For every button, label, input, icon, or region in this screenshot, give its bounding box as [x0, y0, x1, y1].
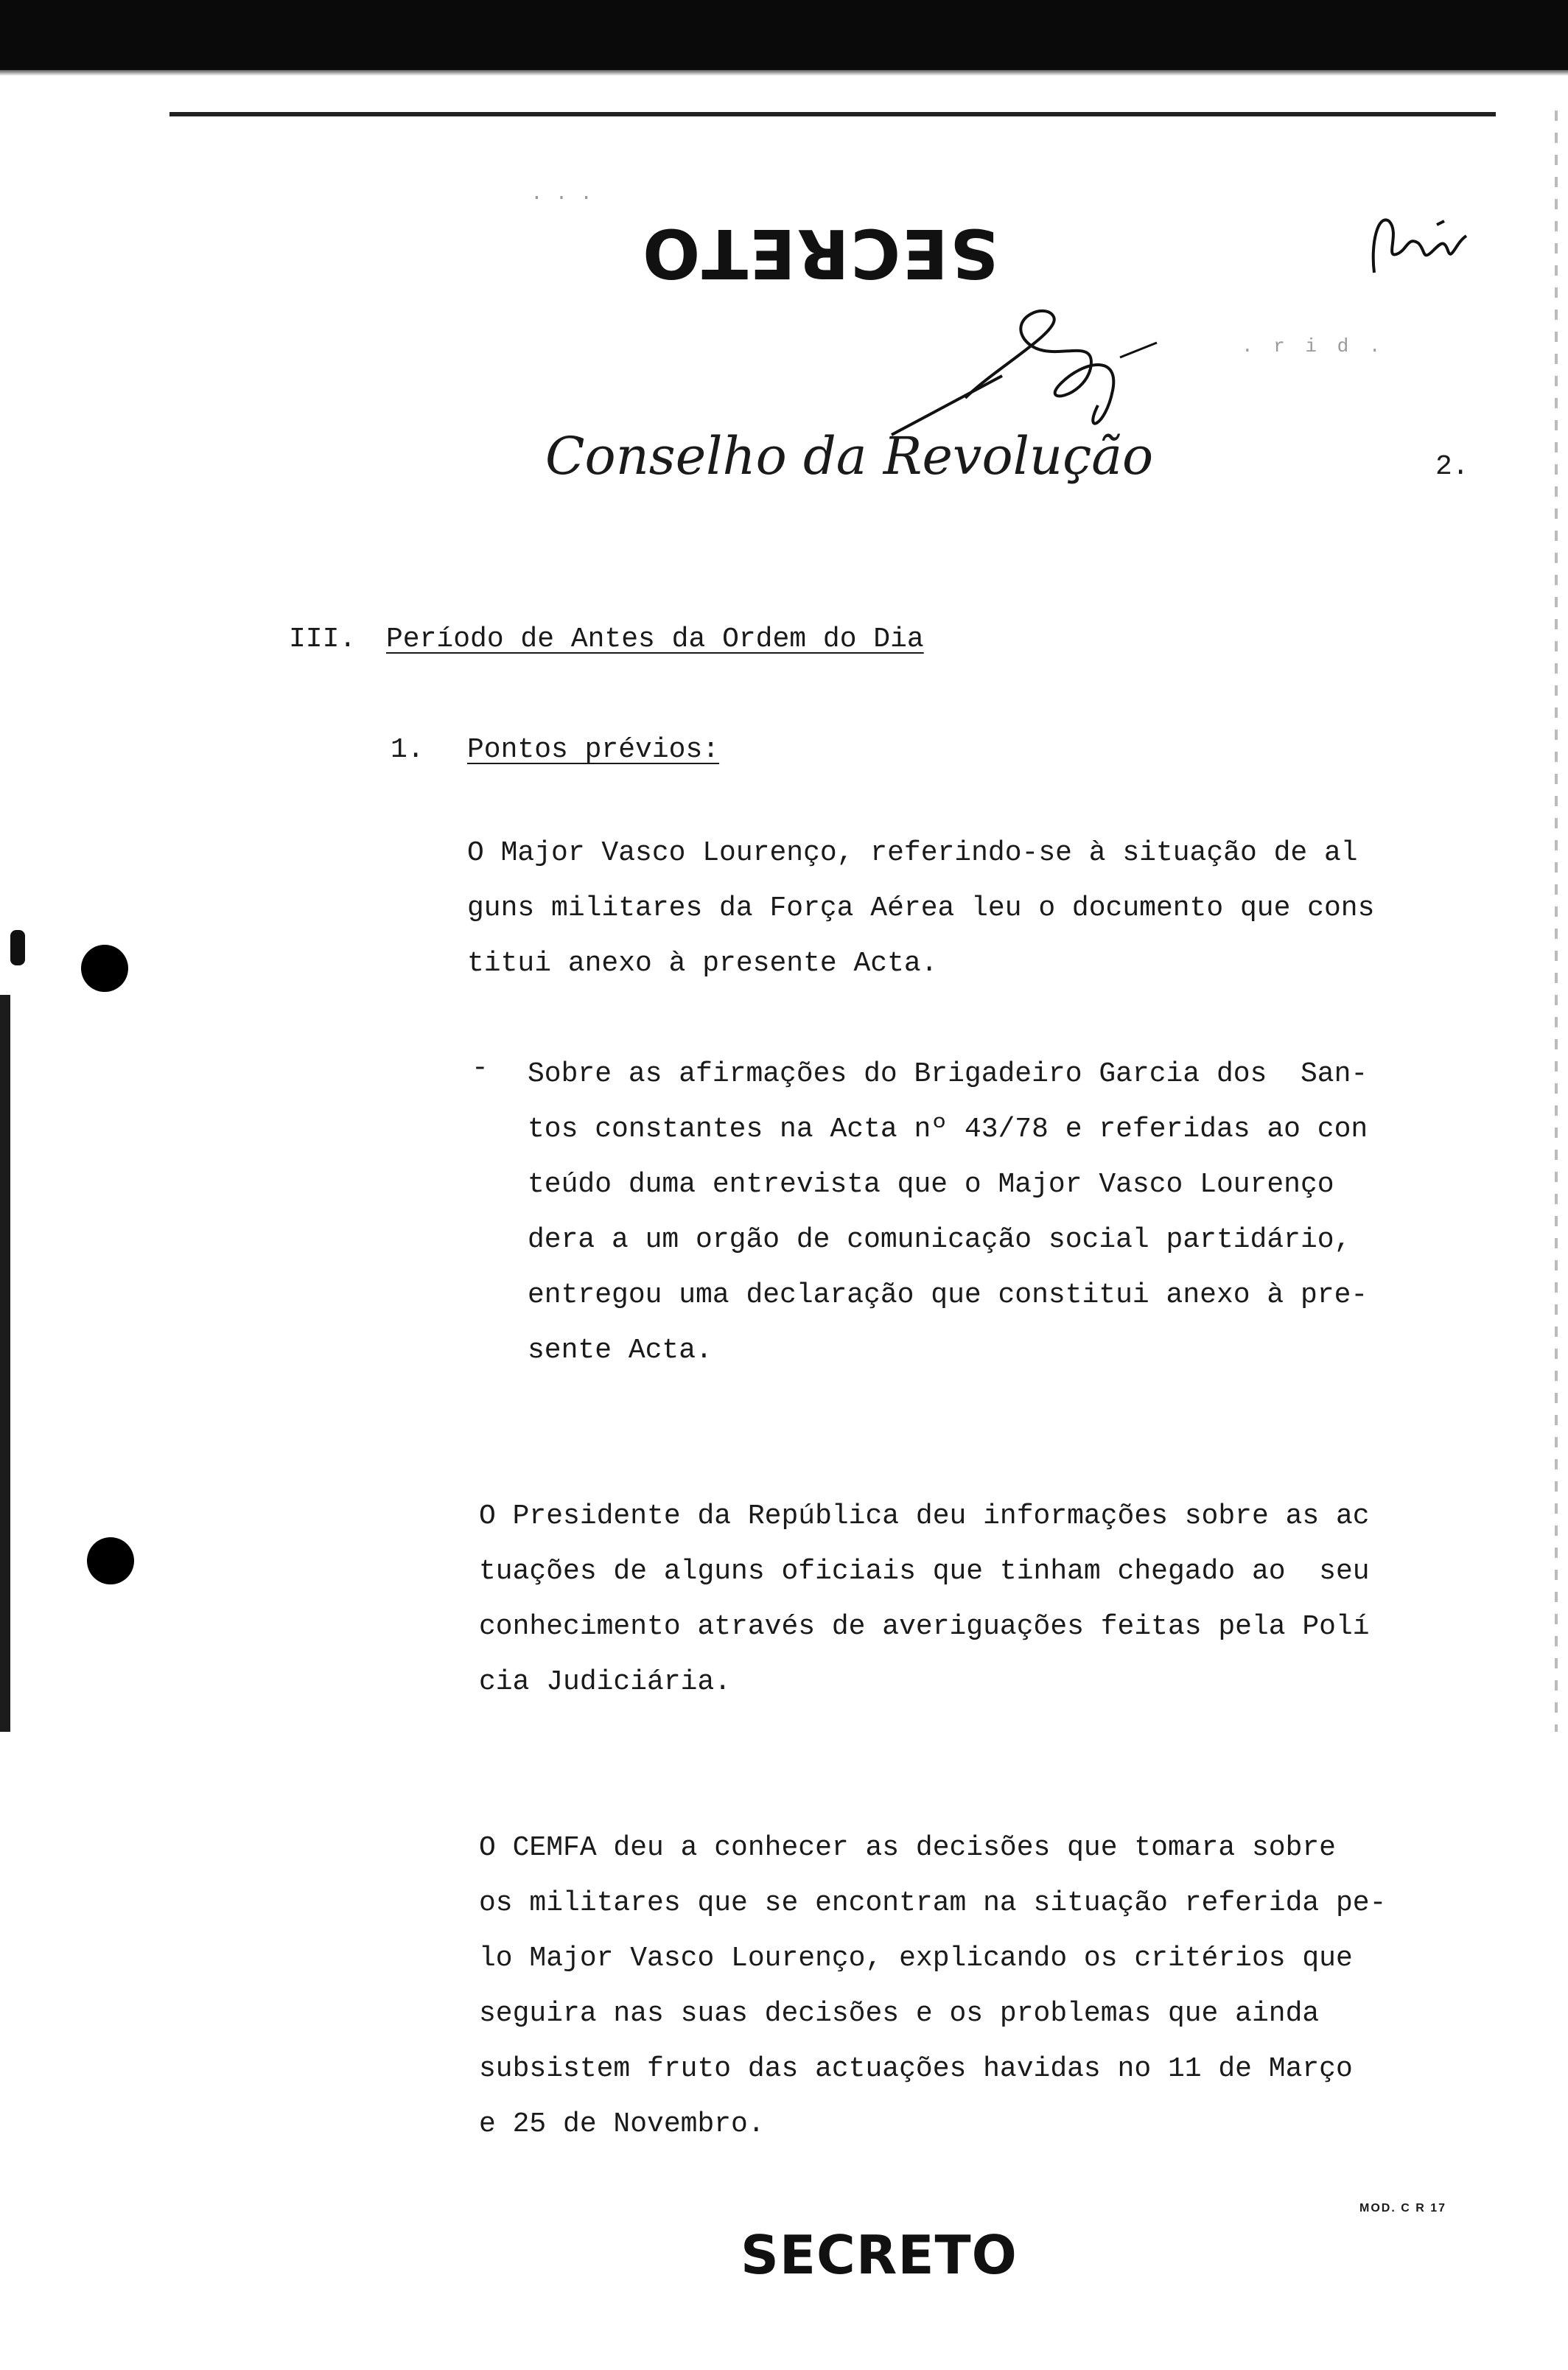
form-code: MOD. C R 17	[1359, 2202, 1447, 2215]
scan-left-edge	[0, 995, 10, 1732]
paragraph-garcia-dos-santos	[528, 1046, 1368, 1378]
bullet-marker: -	[472, 1052, 489, 1084]
section-number: III.	[289, 623, 357, 655]
page-number: 2.	[1435, 451, 1469, 483]
scan-right-edge	[1555, 111, 1558, 1732]
letterhead: Conselho da Revolução	[545, 426, 1154, 486]
punch-hole-lower	[87, 1537, 134, 1584]
secret-stamp-top: SECRETO	[641, 214, 999, 293]
initials-scribble	[1363, 199, 1474, 287]
text-line: O Major Vasco Lourenço, referindo-se à situação de al	[467, 837, 1358, 869]
scan-top-rule	[169, 112, 1496, 116]
text-line: teúdo duma entrevista que o Major Vasco Lourenço	[528, 1169, 1334, 1200]
text-line: titui anexo à presente Acta.	[467, 948, 938, 979]
text-line: O Presidente da República deu informações sobre as ac	[479, 1500, 1370, 1532]
section-title: Período de Antes da Ordem do Dia	[386, 623, 924, 655]
text-line: tuações de alguns oficiais que tinham chegado ao seu	[479, 1556, 1370, 1587]
text-line: conhecimento através de averiguações feitas pela Polí	[479, 1611, 1370, 1643]
paragraph-cemfa	[479, 1820, 1386, 2152]
paragraph-presidente	[479, 1489, 1370, 1710]
punch-hole-upper	[81, 945, 128, 992]
text-line: cia Judiciária.	[479, 1666, 732, 1698]
scan-edge-mark	[10, 930, 25, 965]
subsection-title: Pontos prévios:	[467, 734, 720, 766]
faint-mark-side: . r i d .	[1242, 335, 1385, 357]
text-line: Sobre as afirmações do Brigadeiro Garcia dos San-	[528, 1058, 1368, 1090]
text-line: subsistem fruto das actuações havidas no 11 de Março	[479, 2053, 1353, 2085]
text-line: lo Major Vasco Lourenço, explicando os critérios que	[479, 1943, 1353, 1974]
text-line: seguira nas suas decisões e os problemas que ainda	[479, 1998, 1320, 2030]
paragraph-vasco-lourenco	[467, 825, 1374, 991]
scan-dark-border	[0, 0, 1568, 70]
faint-mark-top: . . .	[531, 183, 593, 206]
text-line: O CEMFA deu a conhecer as decisões que tomara sobre	[479, 1832, 1336, 1864]
text-line: e 25 de Novembro.	[479, 2108, 765, 2140]
section-heading	[289, 623, 924, 655]
text-line: tos constantes na Acta nº 43/78 e referidas ao con	[528, 1114, 1368, 1145]
secret-stamp-bottom: SECRETO	[741, 2224, 1018, 2286]
text-line: sente Acta.	[528, 1335, 713, 1366]
subsection-heading	[391, 734, 719, 766]
text-line: guns militares da Força Aérea leu o documento que cons	[467, 892, 1375, 924]
text-line: os militares que se encontram na situação referida pe-	[479, 1887, 1387, 1919]
text-line: dera a um orgão de comunicação social partidário,	[528, 1224, 1351, 1256]
subsection-number: 1.	[391, 734, 424, 766]
text-line: entregou uma declaração que constitui anexo à pre-	[528, 1279, 1368, 1311]
